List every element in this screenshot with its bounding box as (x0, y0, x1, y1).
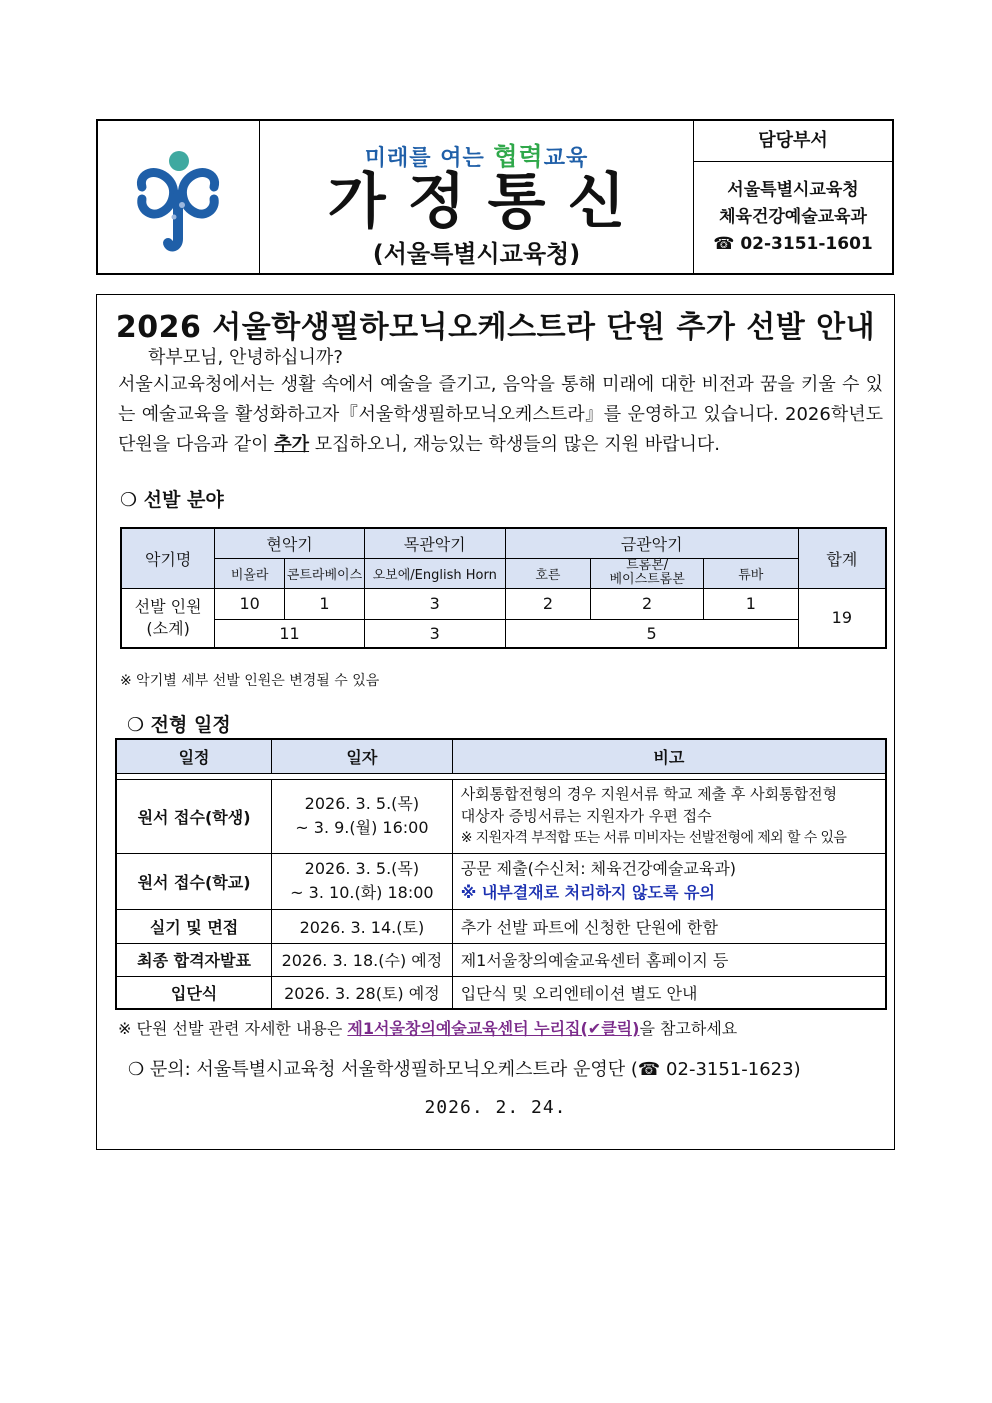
schedule-note: 사회통합전형의 경우 지원서류 학교 제출 후 사회통합전형 대상자 증빙서류는 지원자가 우편 접수 ※ 지원자격 부적합 또는 서류 미비자는 선발전형에 제외 할 수 있음 (452, 779, 886, 853)
department-info (694, 177, 892, 258)
seoul-education-logo-icon (98, 121, 258, 273)
schedule-col-date: 일자 (272, 739, 453, 773)
schedule-date: 2026. 3. 18.(수) 예정 (272, 943, 453, 976)
title-cell (260, 121, 694, 273)
newsletter-subtitle: (서울특별시교육청) (372, 240, 581, 268)
document-title: 2026 서울학생필하모닉오케스트라 단원 추가 선발 안내 (115, 310, 876, 345)
slogan: 미래를 여는 협력교육 (364, 142, 589, 171)
header-box (96, 119, 894, 275)
schedule-date: 2026. 3. 14.(토) (272, 909, 453, 943)
count-oboe: 3 (364, 588, 505, 619)
department-org: 서울특별시교육청 (727, 180, 859, 200)
group-brass: 금관악기 (505, 528, 798, 558)
department-cell (694, 121, 892, 273)
table-row (116, 943, 886, 976)
instrument-oboe: 오보에/English Horn (364, 558, 505, 588)
document-date: 2026. 2. 24. (424, 1097, 567, 1118)
table-row (116, 976, 886, 1009)
count-trombone: 2 (591, 588, 704, 619)
emphasis-add: 추가 (274, 434, 310, 455)
schedule-stage: 원서 접수(학생) (116, 779, 272, 853)
subtotal-brass: 5 (505, 619, 798, 648)
subtotal-strings: 11 (215, 619, 365, 648)
group-woodwind: 목관악기 (364, 528, 505, 558)
table-row (116, 779, 886, 853)
selection-table (120, 527, 887, 649)
schedule-date: 2026. 3. 5.(목) ~ 3. 9.(월) 16:00 (272, 779, 453, 853)
row-label-count: 선발 인원 (소계) (121, 588, 215, 648)
schedule-stage: 최종 합격자발표 (116, 943, 272, 976)
group-strings: 현악기 (215, 528, 365, 558)
instrument-trombone: 트롬본/ 베이스트롬본 (591, 558, 704, 588)
schedule-note: 입단식 및 오리엔테이션 별도 안내 (452, 976, 886, 1009)
count-total: 19 (798, 588, 886, 648)
logo-cell (98, 121, 260, 273)
nuri-link[interactable]: 제1서울창의예술교육센터 누리집(✔클릭) (347, 1019, 640, 1038)
instrument-contrabass: 콘트라베이스 (285, 558, 365, 588)
department-label: 담당부서 (694, 121, 892, 162)
schedule-date: 2026. 3. 28(토) 예정 (272, 976, 453, 1009)
schedule-note: 추가 선발 파트에 신청한 단원에 한함 (452, 909, 886, 943)
instrument-horn: 호른 (505, 558, 591, 588)
schedule-col-stage: 일정 (116, 739, 272, 773)
table-row (116, 909, 886, 943)
selection-note: ※ 악기별 세부 선발 인원은 변경될 수 있음 (120, 673, 380, 689)
contact-info: ❍ 문의: 서울특별시교육청 서울학생필하모닉오케스트라 운영단 (☎ 02-3151-1623) (128, 1059, 801, 1080)
schedule-note: 제1서울창의예술교육센터 홈페이지 등 (452, 943, 886, 976)
schedule-stage: 실기 및 면접 (116, 909, 272, 943)
instrument-viola: 비올라 (215, 558, 285, 588)
schedule-col-note: 비고 (452, 739, 886, 773)
schedule-heading: ❍ 전형 일정 (127, 714, 231, 736)
newsletter-title: 가정통신 (327, 167, 648, 237)
greeting: 학부모님, 안녕하십니까? (148, 347, 343, 368)
instrument-tuba: 튜바 (703, 558, 798, 588)
count-viola: 10 (215, 588, 285, 619)
department-phone: ☎ 02-3151-1601 (713, 234, 873, 254)
selection-heading: ❍ 선발 분야 (120, 489, 224, 511)
header-total: 합계 (798, 528, 886, 588)
intro-paragraph: 서울시교육청에서는 생활 속에서 예술을 즐기고, 음악을 통해 미래에 대한 비전과 꿈을 키울 수 있는 예술교육을 활성화하고자『서울학생필하모닉오케스트라』를 운영하고 있습니다. 2026학년도 단원을 다음과 같이 추가 모집하오니, 재능있는 학생들의 많은 지원 바랍니다. (118, 374, 883, 455)
subtotal-woodwind: 3 (364, 619, 505, 648)
count-horn: 2 (505, 588, 591, 619)
schedule-note: 공문 제출(수신처: 체육건강예술교육과) ※ 내부결재로 처리하지 않도록 유의 (452, 853, 886, 909)
schedule-stage: 원서 접수(학교) (116, 853, 272, 909)
table-row (116, 853, 886, 909)
header-instrument: 악기명 (121, 528, 215, 588)
schedule-footnote: ※ 단원 선발 관련 자세한 내용은 제1서울창의예술교육센터 누리집(✔클릭)을 참고하세요 (118, 1019, 738, 1038)
count-tuba: 1 (703, 588, 798, 619)
department-name: 체육건강예술교육과 (719, 207, 867, 227)
count-contrabass: 1 (285, 588, 365, 619)
schedule-stage: 입단식 (116, 976, 272, 1009)
schedule-date: 2026. 3. 5.(목) ~ 3. 10.(화) 18:00 (272, 853, 453, 909)
schedule-table (115, 738, 887, 1010)
